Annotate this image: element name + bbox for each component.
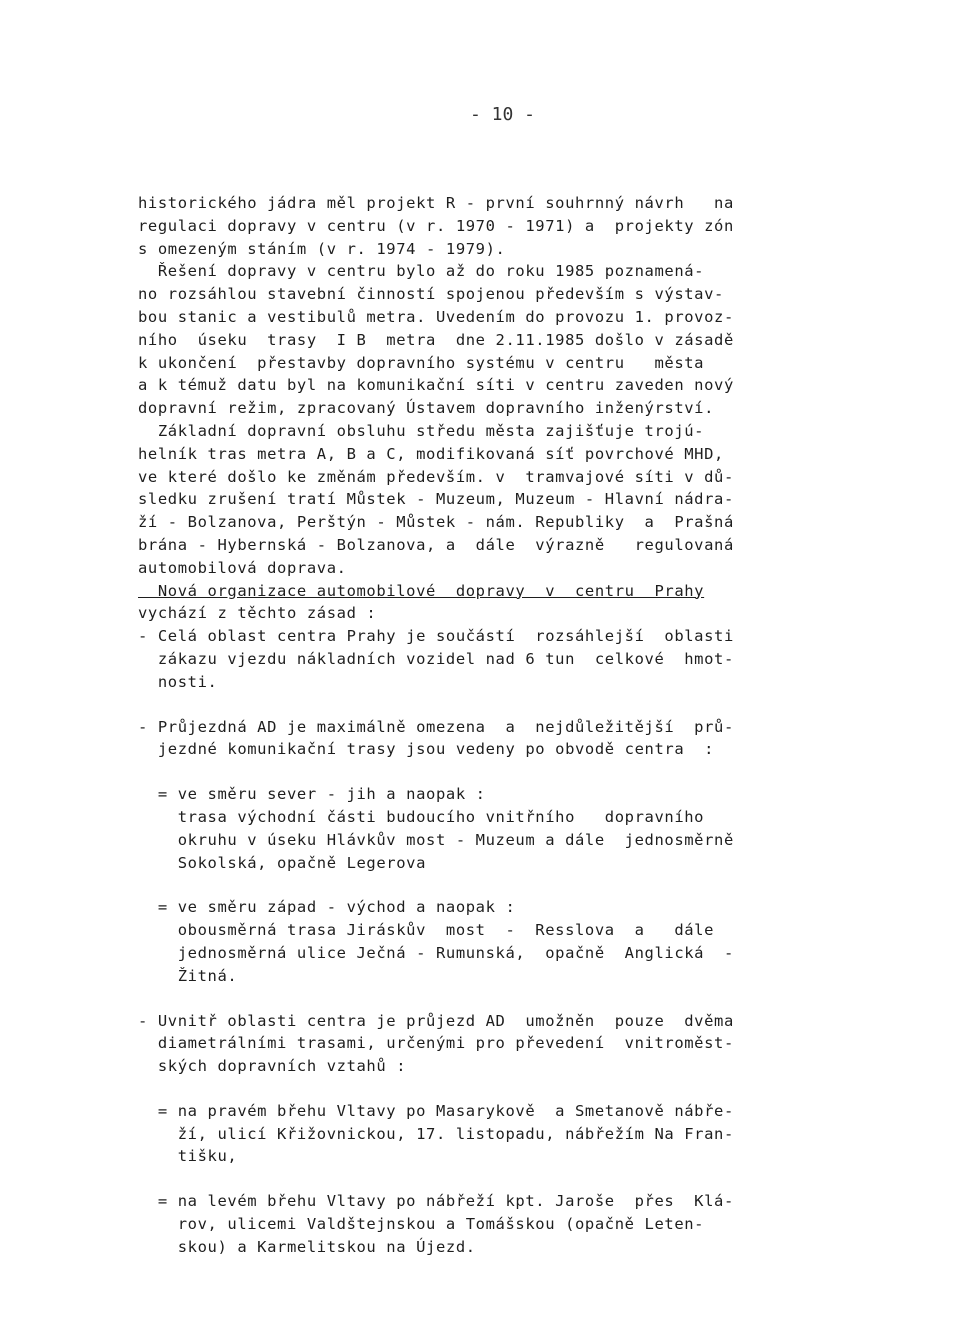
sub-list-item-line: tišku, <box>138 1147 238 1166</box>
text-line: regulaci dopravy v centru (v r. 1970 - 1971) a projekty zón <box>138 216 734 235</box>
text-line: bou stanic a vestibulů metra. Uvedením do provozu 1. provoz- <box>138 307 734 326</box>
text-line: Řešení dopravy v centru bylo až do roku 1985 poznamená- <box>138 262 705 281</box>
list-item: - Celá oblast centra Prahy je součástí rozsáhlejší oblasti <box>138 627 734 646</box>
sub-list-item-line: ží, ulicí Křižovnickou, 17. listopadu, nábřežím Na Fran- <box>138 1124 734 1143</box>
text-line: historického jádra měl projekt R - první souhrnný návrh na <box>138 194 734 212</box>
text-line: Základní dopravní obsluhu středu města zajišťuje trojú- <box>138 421 705 440</box>
page-number: - 10 - <box>470 104 536 125</box>
text-line: k ukončení přestavby dopravního systému v centru města <box>138 353 705 372</box>
sub-list-item: = ve směru západ - východ a naopak : <box>138 898 516 917</box>
list-item-line: nosti. <box>138 672 218 691</box>
sub-list-item-line: rov, ulicemi Valdštejnskou a Tomášskou (opačně Leten- <box>138 1215 705 1234</box>
sub-list-item-line: Žitná. <box>138 966 238 985</box>
sub-list-item: = ve směru sever - jih a naopak : <box>138 785 486 804</box>
sub-list-item: = na pravém břehu Vltavy po Masarykově a Smetanově nábře- <box>138 1101 734 1120</box>
text-line: ží - Bolzanova, Perštýn - Můstek - nám. Republiky a Prašná <box>138 513 734 532</box>
text-line: no rozsáhlou stavební činností spojenou především s výstav- <box>138 285 724 304</box>
sub-list-item-line: jednosměrná ulice Ječná - Rumunská, opačně Anglická - <box>138 943 734 962</box>
text-line: ního úseku trasy I B metra dne 2.11.1985 došlo v zásadě <box>138 330 734 349</box>
list-item-line: zákazu vjezdu nákladních vozidel nad 6 tun celkové hmot- <box>138 649 734 668</box>
paragraph-gap <box>138 694 854 716</box>
list-item-line: diametrálními trasami, určenými pro převedení vnitroměst- <box>138 1034 734 1053</box>
text-line: s omezeným stáním (v r. 1974 - 1979). <box>138 239 506 258</box>
text-line: dopravní režim, zpracovaný Ústavem dopravního inženýrství. <box>138 399 715 418</box>
text-line: sledku zrušení tratí Můstek - Muzeum, Muzeum - Hlavní nádra- <box>138 490 734 509</box>
text-line: vychází z těchto zásad : <box>138 604 377 623</box>
sub-list-item-line: Sokolská, opačně Legerova <box>138 853 427 872</box>
list-item: - Průjezdná AD je maximálně omezena a nejdůležitější prů- <box>138 717 734 736</box>
text-line: automobilová doprava. <box>138 558 347 577</box>
paragraph-gap <box>138 1168 854 1190</box>
text-line: brána - Hybernská - Bolzanova, a dále výrazně regulovaná <box>138 535 734 554</box>
sub-list-item-line: obousměrná trasa Jiráskův most - Resslova a dále <box>138 921 715 940</box>
sub-list-item-line: trasa východní části budoucího vnitřního dopravního <box>138 807 705 826</box>
paragraph-gap <box>138 874 854 896</box>
paragraph-gap <box>138 761 854 783</box>
paragraph-gap <box>138 1078 854 1100</box>
text-line: helník tras metra A, B a C, modifikovaná síť povrchové MHD, <box>138 444 724 463</box>
list-item-line: jezdné komunikační trasy jsou vedeny po obvodě centra : <box>138 740 715 759</box>
sub-list-item-line: okruhu v úseku Hlávkův most - Muzeum a dále jednosměrně <box>138 830 734 849</box>
document-body <box>138 192 854 1259</box>
section-heading: Nová organizace automobilové dopravy v centru Prahy <box>138 581 705 600</box>
sub-list-item: = na levém břehu Vltavy po nábřeží kpt. Jaroše přes Klá- <box>138 1192 734 1211</box>
list-item-line: ských dopravních vztahů : <box>138 1057 407 1076</box>
text-line: a k témuž datu byl na komunikační síti v centru zaveden nový <box>138 376 734 395</box>
paragraph-gap <box>138 988 854 1010</box>
list-item: - Uvnitř oblasti centra je průjezd AD umožněn pouze dvěma <box>138 1011 734 1030</box>
text-line: ve které došlo ke změnám především. v tramvajové síti v dů- <box>138 467 734 486</box>
sub-list-item-line: skou) a Karmelitskou na Újezd. <box>138 1237 476 1256</box>
